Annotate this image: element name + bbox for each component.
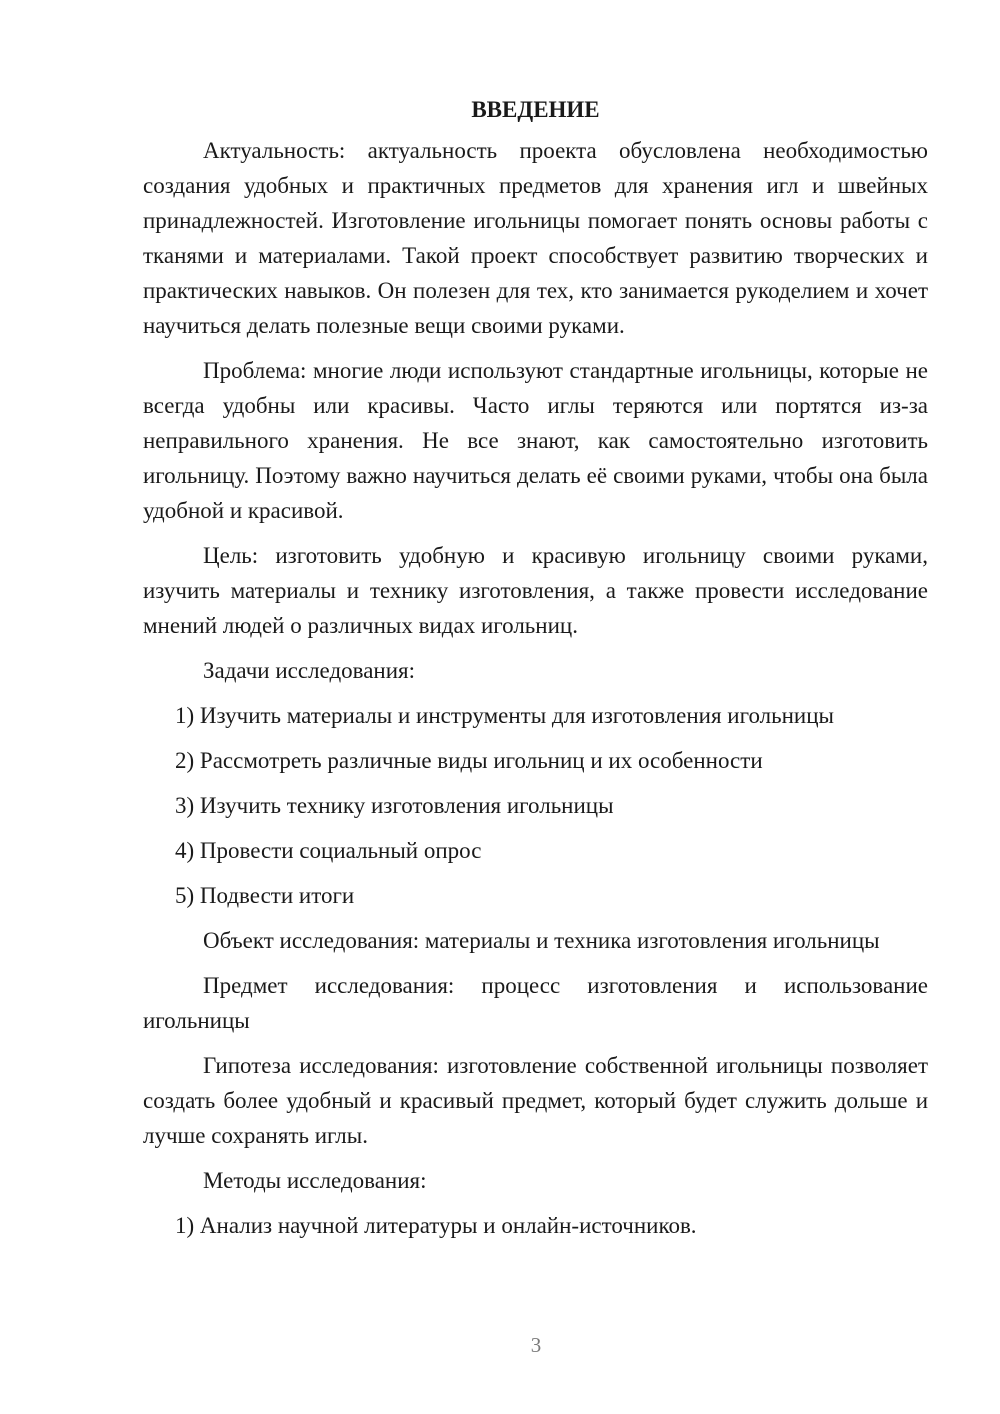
object-paragraph: Объект исследования: материалы и техника изготовления игольницы: [203, 928, 880, 953]
task-item: 4) Провести социальный опрос: [175, 838, 482, 863]
task-item: 5) Подвести итоги: [175, 883, 355, 908]
subject-paragraph: Предмет исследования: процесс изготовления и использование игольницы: [143, 973, 928, 1033]
section-heading: ВВЕДЕНИЕ: [471, 97, 600, 122]
methods-label: Методы исследования:: [203, 1168, 427, 1193]
task-item: 2) Рассмотреть различные виды игольниц и их особенности: [175, 748, 763, 773]
problem-paragraph: Проблема: многие люди используют стандартные игольницы, которые не всегда удобны или красивы. Часто иглы теряются или портятся из-за неправильного хранения. Не все знают, как самостоятельно изготовить игольницу. Поэтому важно научиться делать её своими руками, чтобы она была удобной и красивой.: [143, 358, 928, 523]
hypothesis-paragraph: Гипотеза исследования: изготовление собственной игольницы позволяет создать более удобный и красивый предмет, который будет служить дольше и лучше сохранять иглы.: [143, 1053, 928, 1148]
method-item: 1) Анализ научной литературы и онлайн-источников.: [175, 1213, 697, 1238]
page-content: [143, 92, 928, 1253]
task-item: 3) Изучить технику изготовления игольницы: [175, 793, 614, 818]
page-number: 3: [530, 1333, 542, 1357]
task-item: 1) Изучить материалы и инструменты для изготовления игольницы: [175, 703, 835, 728]
relevance-paragraph: Актуальность: актуальность проекта обусловлена необходимостью создания удобных и практичных предметов для хранения игл и швейных принадлежностей. Изготовление игольницы помогает понять основы работы с тканями и материалами. Такой проект способствует развитию творческих и практических навыков. Он полезен для тех, кто занимается рукоделием и хочет научиться делать полезные вещи своими руками.: [143, 138, 928, 338]
goal-paragraph: Цель: изготовить удобную и красивую игольницу своими руками, изучить материалы и технику изготовления, а также провести исследование мнений людей о различных видах игольниц.: [143, 543, 928, 638]
tasks-label: Задачи исследования:: [203, 658, 416, 683]
